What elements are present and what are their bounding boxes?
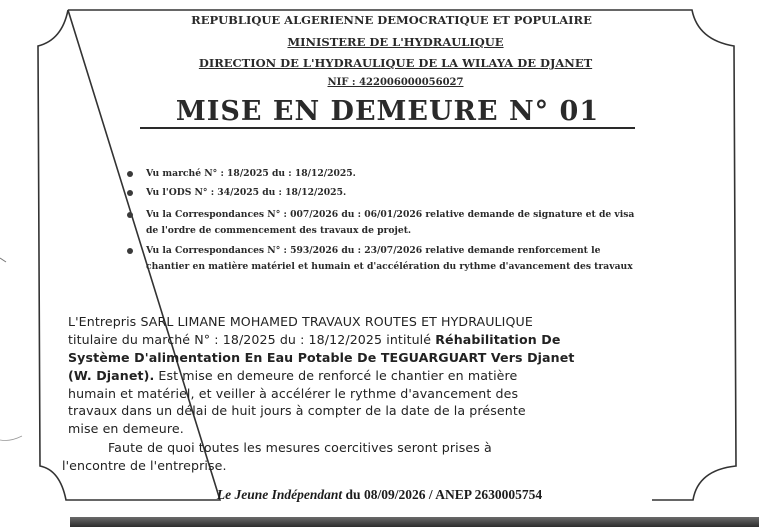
- publication-footer: [0, 487, 759, 503]
- bullet-icon: [127, 248, 133, 254]
- scan-edge-strip: [70, 517, 759, 527]
- bullet-icon: [127, 171, 133, 177]
- reference-3-line-1: Vu la Correspondances N° : 007/2026 du : 06/01/2026 relative demande de signature et de visa: [146, 209, 635, 220]
- header-republic: REPUBLIQUE ALGERIENNE DEMOCRATIQUE ET POPULAIRE: [191, 13, 592, 27]
- body-line-4: [68, 368, 517, 383]
- header-nif: NIF : 422006000056027: [327, 77, 464, 88]
- body-line-9: l'encontre de l'entreprise.: [62, 458, 227, 473]
- body-line-3: Système D'alimentation En Eau Potable De TEGUARGUART Vers Djanet: [68, 350, 575, 365]
- reference-3-line-2: de l'ordre de commencement des travaux de projet.: [146, 225, 412, 236]
- publication-name: Le Jeune Indépendant: [216, 487, 343, 502]
- bullet-icon: [127, 212, 133, 218]
- publication-details: du 08/09/2026 / ANEP 2630005754: [342, 487, 543, 502]
- project-location: (W. Djanet).: [68, 368, 155, 383]
- reference-2: Vu l'ODS N° : 34/2025 du : 18/12/2025.: [146, 187, 347, 198]
- body-line-7: mise en demeure.: [68, 421, 184, 436]
- title-underline: [140, 127, 635, 129]
- bullet-icon: [127, 190, 133, 196]
- project-title-start: Réhabilitation De: [435, 332, 561, 347]
- body-line-8: Faute de quoi toutes les mesures coercitives seront prises à: [108, 440, 492, 455]
- header-ministry: MINISTERE DE L'HYDRAULIQUE: [287, 35, 504, 49]
- body-line-5: humain et matériel, et veiller à accélérer le rythme d'avancement des: [68, 386, 519, 401]
- body-line-2: [68, 332, 560, 347]
- reference-4-line-1: Vu la Correspondances N° : 593/2026 du : 23/07/2026 relative demande renforcement le: [146, 245, 601, 256]
- body-line-6: travaux dans un délai de huit jours à compter de la date de la présente: [68, 403, 526, 418]
- notice-text: Est mise en demeure de renforcé le chantier en matière: [154, 368, 518, 383]
- reference-1: Vu marché N° : 18/2025 du : 18/12/2025.: [146, 168, 356, 179]
- document-title: MISE EN DEMEURE N° 01: [175, 96, 600, 127]
- header-direction: DIRECTION DE L'HYDRAULIQUE DE LA WILAYA DE DJANET: [198, 56, 593, 70]
- contract-text: titulaire du marché N° : 18/2025 du : 18/12/2025 intitulé: [68, 332, 436, 347]
- body-line-1: L'Entrepris SARL LIMANE MOHAMED TRAVAUX ROUTES ET HYDRAULIQUE: [68, 314, 533, 329]
- reference-4-line-2: chantier en matière matériel et humain et d'accélération du rythme d'avancement des travaux: [146, 261, 633, 272]
